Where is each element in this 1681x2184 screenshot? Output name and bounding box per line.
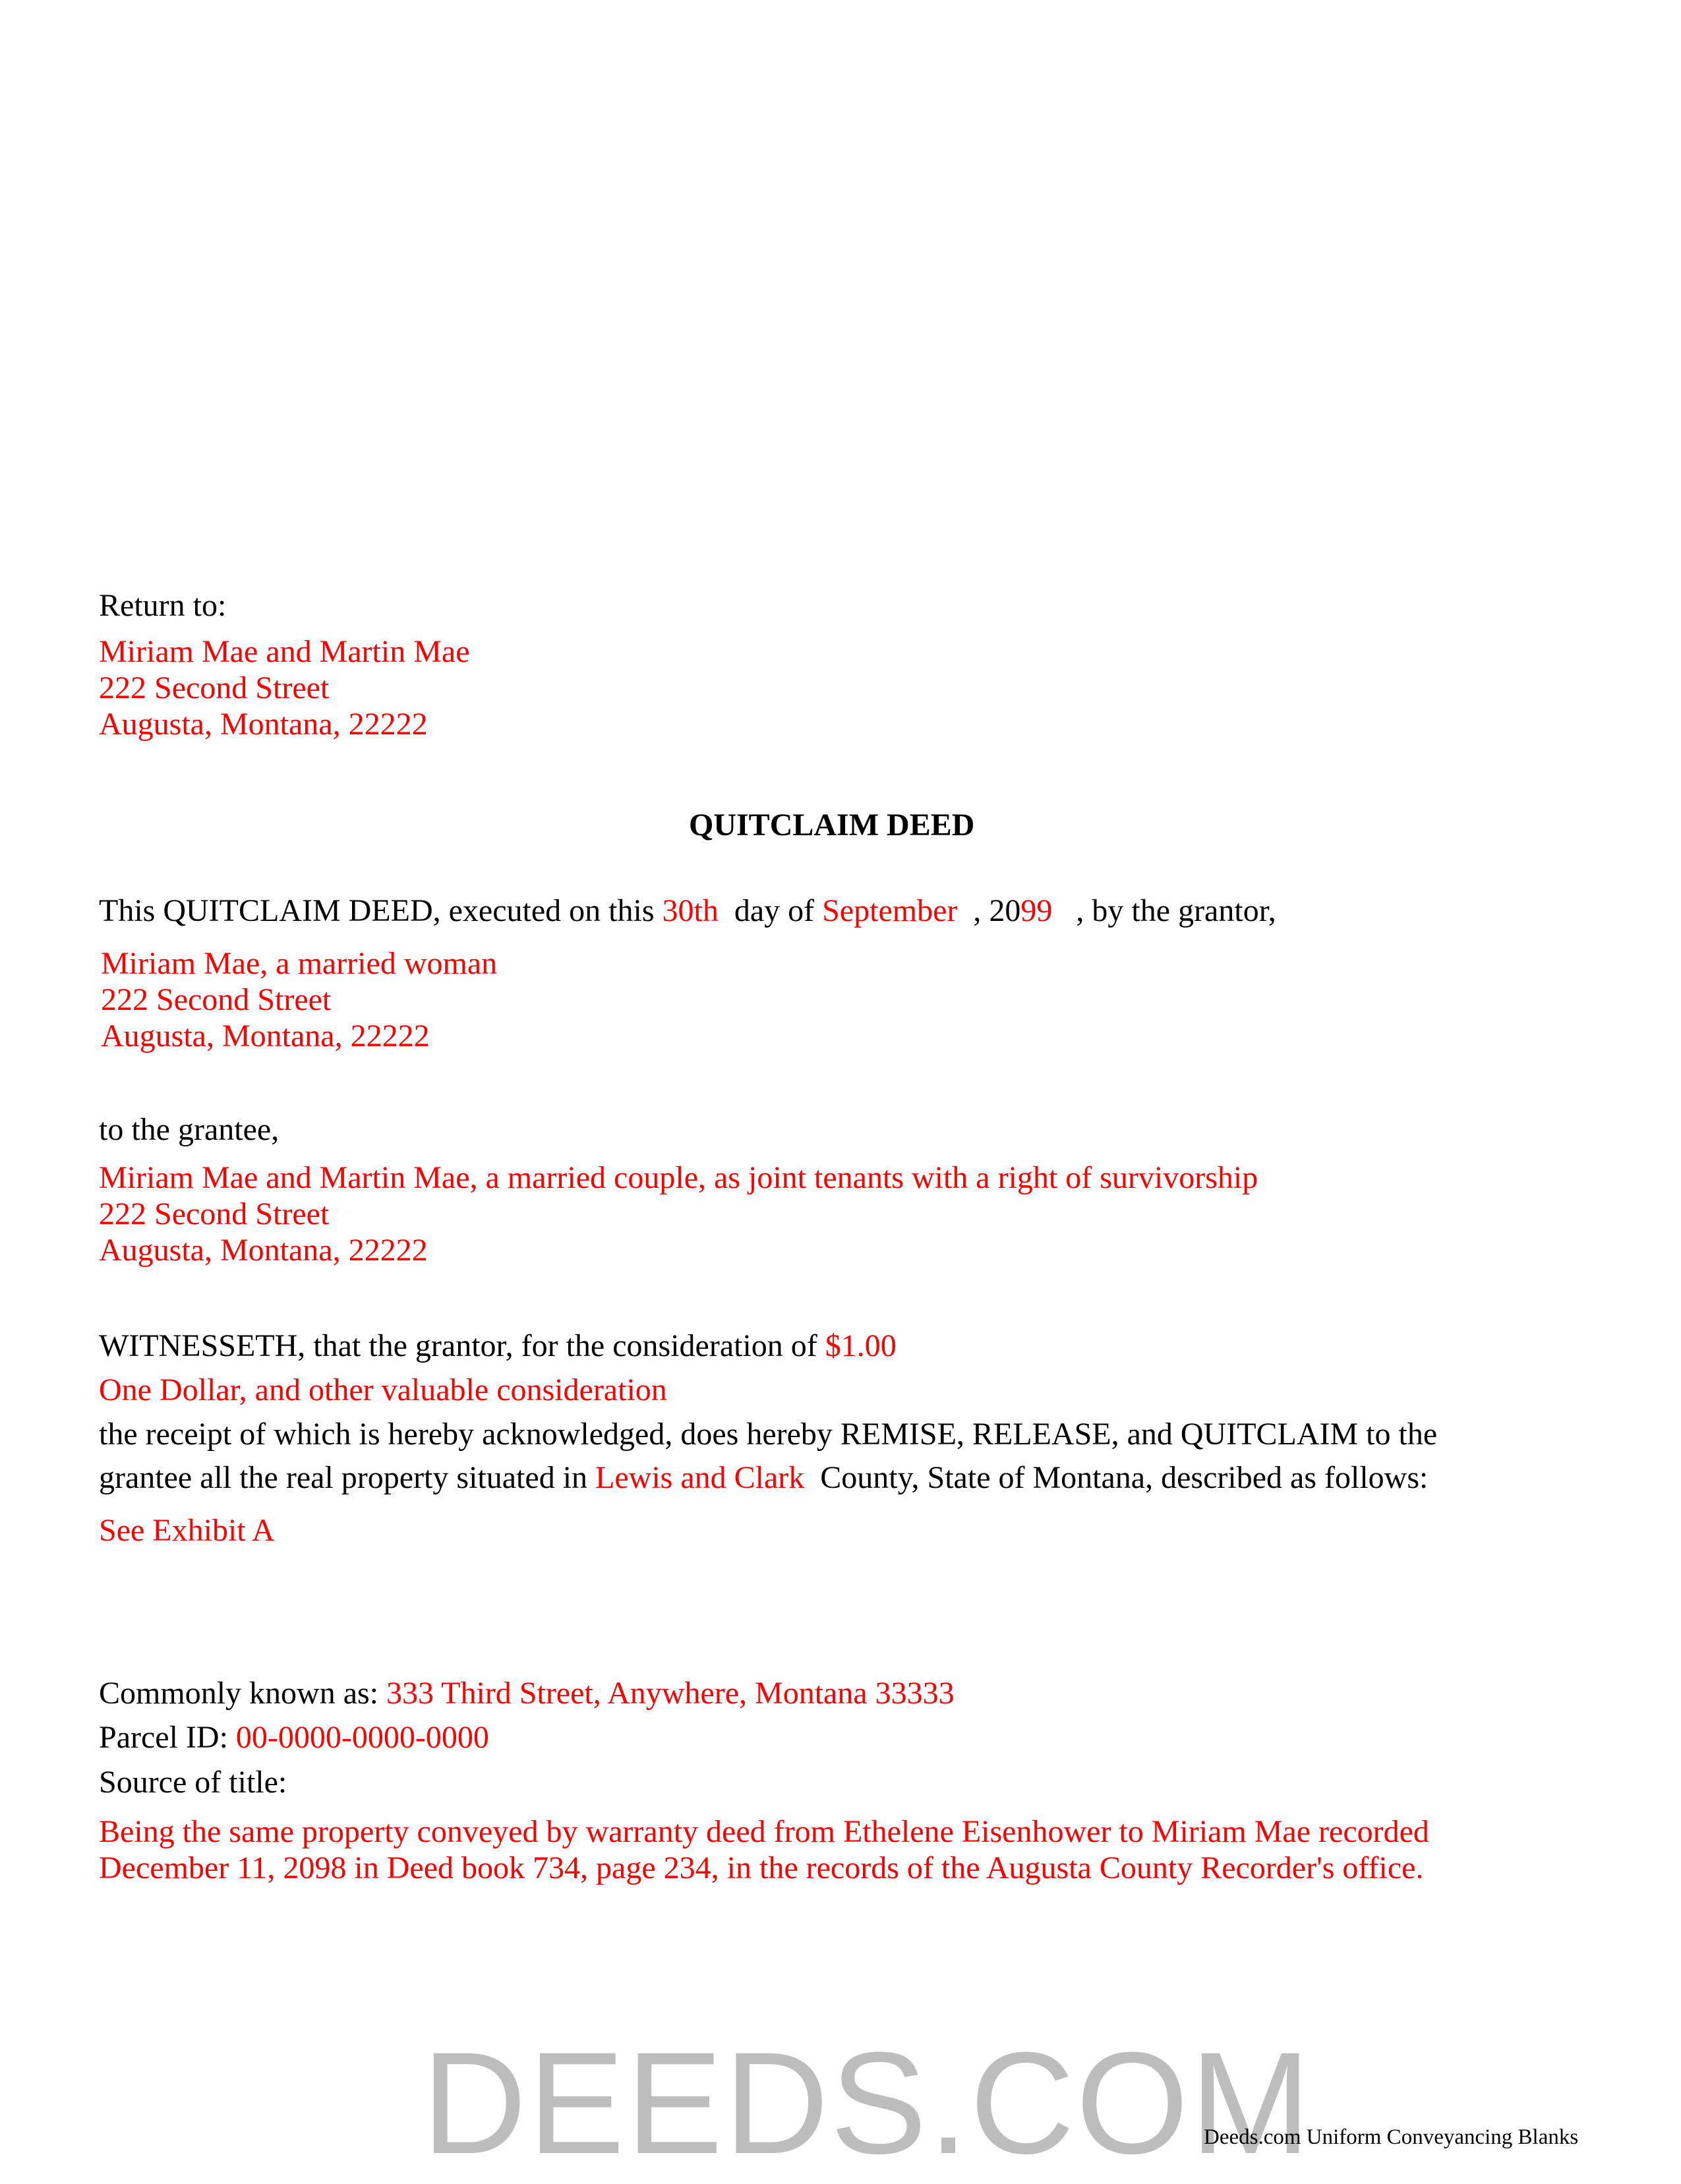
property-situated-line bbox=[99, 1462, 1428, 1494]
consideration-words: One Dollar, and other valuable consideration bbox=[99, 1372, 667, 1407]
return-to-label: Return to: bbox=[99, 588, 227, 623]
source-of-title-line-1: Being the same property conveyed by warranty deed from Ethelene Eisenhower to Miriam Mae recorded bbox=[99, 1814, 1429, 1849]
county-name: Lewis and Clark bbox=[595, 1460, 805, 1495]
witnesseth-line bbox=[99, 1330, 897, 1362]
receipt-line: the receipt of which is hereby acknowledged, does hereby REMISE, RELEASE, and QUITCLAIM to the bbox=[99, 1417, 1438, 1452]
grantor-street: 222 Second Street bbox=[101, 982, 332, 1017]
situated-suffix: County, State of Montana, described as follows: bbox=[820, 1460, 1429, 1495]
property-address: 333 Third Street, Anywhere, Montana 33333 bbox=[386, 1676, 955, 1711]
situated-prefix: grantee all the real property situated in bbox=[99, 1460, 588, 1495]
execution-by-grantor: , by the grantor, bbox=[1076, 893, 1276, 928]
execution-prefix: This QUITCLAIM DEED, executed on this bbox=[99, 893, 655, 928]
execution-day-of: day of bbox=[734, 893, 815, 928]
execution-year-prefix: , 20 bbox=[973, 893, 1021, 928]
grantee-city: Augusta, Montana, 22222 bbox=[99, 1233, 428, 1268]
source-of-title-line-2: December 11, 2098 in Deed book 734, page 234, in the records of the Augusta County Recorder's office. bbox=[99, 1850, 1424, 1885]
commonly-known-label: Commonly known as: bbox=[99, 1676, 379, 1711]
source-of-title-label: Source of title: bbox=[99, 1765, 287, 1800]
consideration-amount: $1.00 bbox=[825, 1328, 897, 1363]
execution-month: September bbox=[822, 893, 958, 928]
grantee-label: to the grantee, bbox=[99, 1112, 280, 1147]
grantor-city: Augusta, Montana, 22222 bbox=[101, 1018, 430, 1053]
return-to-city: Augusta, Montana, 22222 bbox=[99, 707, 428, 742]
deeds-watermark: DEEDS.COM bbox=[422, 2022, 1312, 2184]
witnesseth-prefix: WITNESSETH, that the grantor, for the consideration of bbox=[99, 1328, 817, 1363]
parcel-label: Parcel ID: bbox=[99, 1720, 228, 1755]
grantor-name: Miriam Mae, a married woman bbox=[101, 946, 498, 981]
execution-line bbox=[99, 895, 1276, 927]
return-to-street: 222 Second Street bbox=[99, 670, 330, 705]
execution-year-suffix: 99 bbox=[1020, 893, 1053, 928]
parcel-line bbox=[99, 1722, 489, 1754]
return-to-name: Miriam Mae and Martin Mae bbox=[99, 634, 470, 669]
footer-note: Deeds.com Uniform Conveyancing Blanks bbox=[1204, 2125, 1579, 2149]
parcel-id: 00-0000-0000-0000 bbox=[235, 1720, 489, 1755]
execution-day: 30th bbox=[662, 893, 719, 928]
commonly-known-line bbox=[99, 1678, 955, 1709]
document-title: QUITCLAIM DEED bbox=[689, 808, 975, 842]
grantee-name: Miriam Mae and Martin Mae, a married couple, as joint tenants with a right of survivorship bbox=[99, 1160, 1258, 1195]
legal-description: See Exhibit A bbox=[99, 1513, 275, 1548]
grantee-street: 222 Second Street bbox=[99, 1196, 330, 1231]
